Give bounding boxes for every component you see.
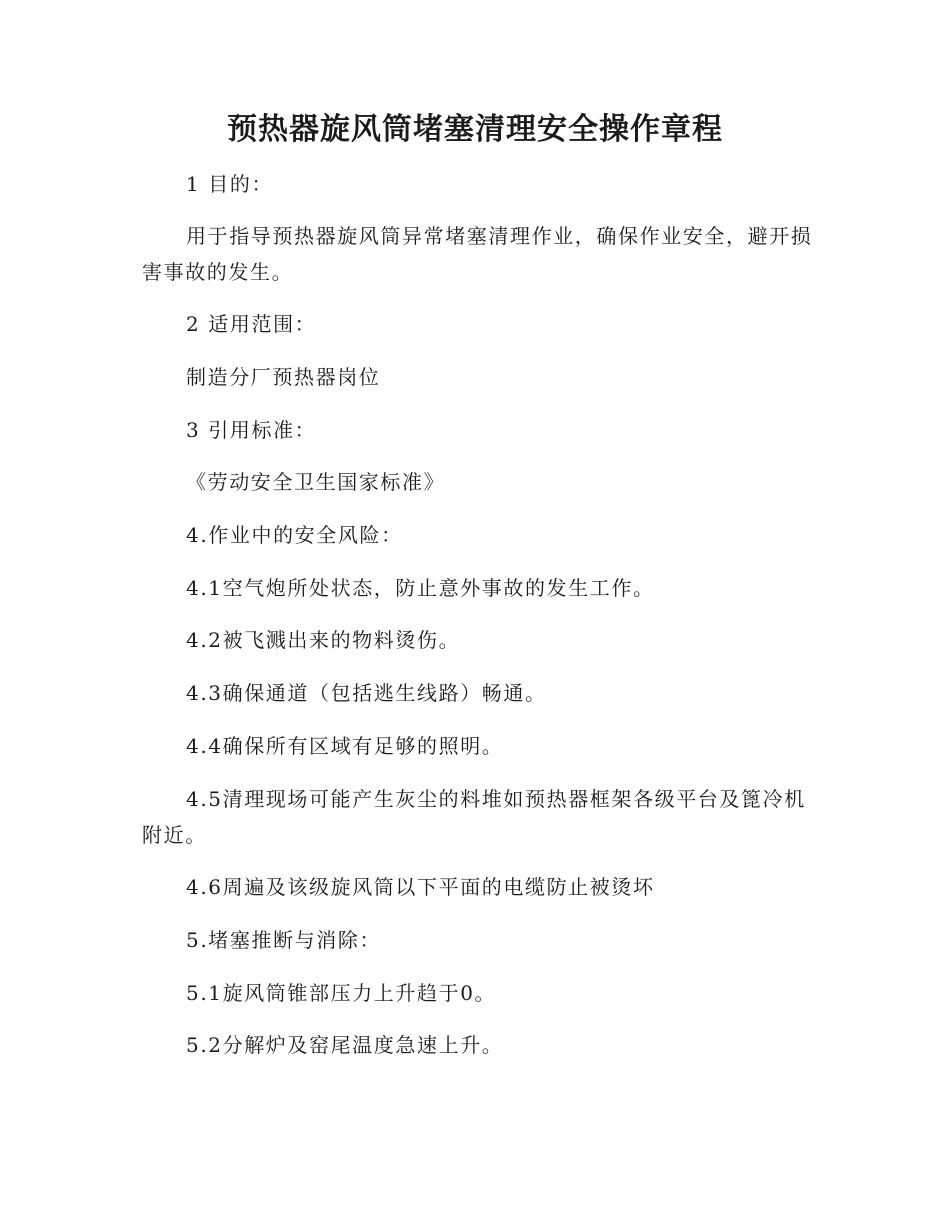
risk-item-4-2: 4.2被飞溅出来的物料烫伤。 <box>186 628 461 652</box>
blockage-item-5-2: 5.2分解炉及窑尾温度急速上升。 <box>186 1033 504 1057</box>
section-heading-blockage: 5.堵塞推断与消除： <box>186 928 382 952</box>
paragraph-reference-standard: 《劳动安全卫生国家标准》 <box>186 470 446 494</box>
section-heading-purpose: 1 目的： <box>186 172 274 196</box>
paragraph-purpose-text: 用于指导预热器旋风筒异常堵塞清理作业，确保作业安全，避开损害事故的发生。 <box>142 224 813 284</box>
risk-item-4-4: 4.4确保所有区域有足够的照明。 <box>186 734 504 758</box>
risk-item-4-3: 4.3确保通道（包括逃生线路）畅通。 <box>186 681 547 705</box>
paragraph-scope-text: 制造分厂预热器岗位 <box>186 365 381 389</box>
document-title: 预热器旋风筒堵塞清理安全操作章程 <box>227 112 723 147</box>
risk-item-4-5: 4.5清理现场可能产生灰尘的料堆如预热器框架各级平台及篦冷机附近。 <box>142 787 806 847</box>
blockage-item-5-1: 5.1旋风筒锥部压力上升趋于0。 <box>186 981 497 1005</box>
section-heading-scope: 2 适用范围： <box>186 312 317 336</box>
risk-item-4-1: 4.1空气炮所处状态，防止意外事故的发生工作。 <box>186 576 655 600</box>
section-heading-risks: 4.作业中的安全风险： <box>186 523 403 547</box>
section-heading-references: 3 引用标准： <box>186 418 317 442</box>
risk-item-4-6: 4.6周遍及该级旋风筒以下平面的电缆防止被烫坏 <box>186 875 655 899</box>
